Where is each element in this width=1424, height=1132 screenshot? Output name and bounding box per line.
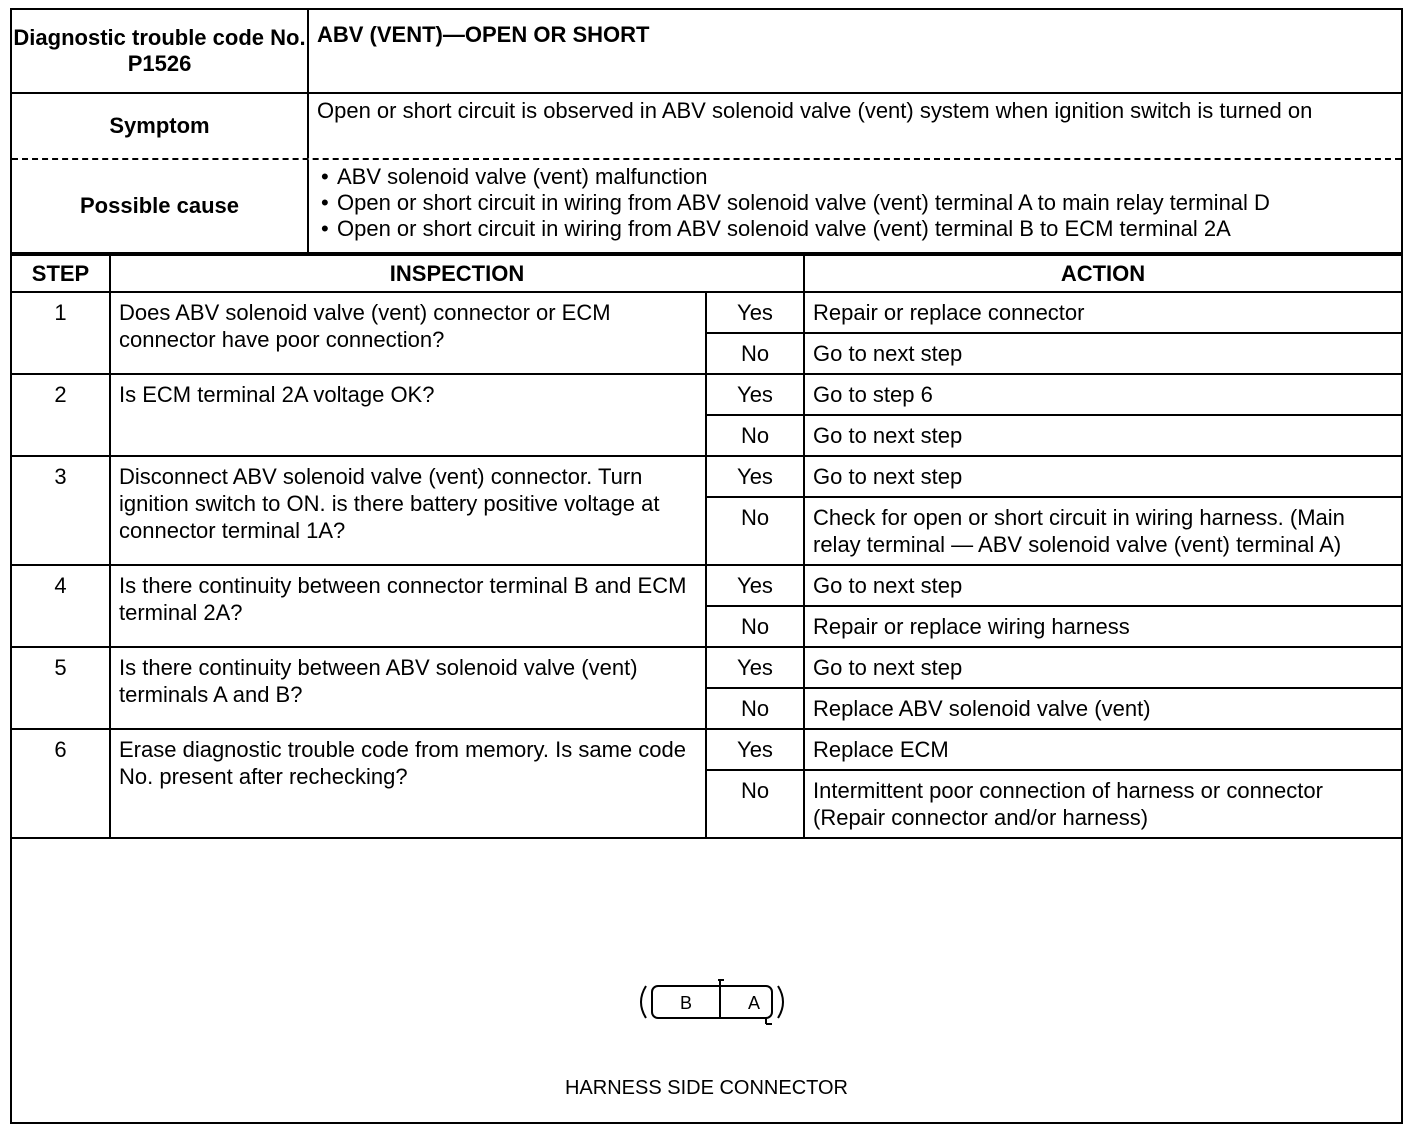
table-row xyxy=(12,292,1401,333)
inspection-text: Is there continuity between ABV solenoid valve (vent) terminals A and B? xyxy=(110,647,706,729)
inspection-table xyxy=(12,254,1401,839)
yes-label: Yes xyxy=(706,647,804,688)
yes-label: Yes xyxy=(706,292,804,333)
yes-label: Yes xyxy=(706,729,804,770)
yes-action: Go to step 6 xyxy=(804,374,1401,415)
possible-cause-label: Possible cause xyxy=(12,160,309,252)
diagnostic-sheet xyxy=(10,8,1403,1124)
step-number: 6 xyxy=(12,729,110,838)
cause-item: • Open or short circuit in wiring from ABV solenoid valve (vent) terminal A to main relay terminal D xyxy=(317,190,1393,216)
inspection-text: Erase diagnostic trouble code from memory. Is same code No. present after rechecking? xyxy=(110,729,706,838)
terminal-a-label: A xyxy=(747,993,761,1013)
yes-action: Replace ECM xyxy=(804,729,1401,770)
dtc-title: ABV (VENT)—OPEN OR SHORT xyxy=(317,22,650,47)
cause-item: • ABV solenoid valve (vent) malfunction xyxy=(317,164,1393,190)
symptom-row xyxy=(12,94,1401,158)
inspection-text: Is there continuity between connector terminal B and ECM terminal 2A? xyxy=(110,565,706,647)
yes-action: Go to next step xyxy=(804,456,1401,497)
no-action: Replace ABV solenoid valve (vent) xyxy=(804,688,1401,729)
dtc-label: Diagnostic trouble code No. P1526 xyxy=(12,10,309,92)
no-action: Check for open or short circuit in wiring harness. (Main relay terminal — ABV solenoid valve (vent) terminal A) xyxy=(804,497,1401,565)
no-label: No xyxy=(706,415,804,456)
yes-action: Repair or replace connector xyxy=(804,292,1401,333)
possible-cause-row xyxy=(12,160,1401,252)
table-row xyxy=(12,647,1401,688)
yes-label: Yes xyxy=(706,456,804,497)
symptom-text: Open or short circuit is observed in ABV solenoid valve (vent) system when ignition switch is turned on xyxy=(317,98,1313,123)
symptom-label: Symptom xyxy=(12,94,309,158)
col-action: ACTION xyxy=(804,255,1401,292)
yes-label: Yes xyxy=(706,374,804,415)
inspection-text: Disconnect ABV solenoid valve (vent) connector. Turn ignition switch to ON. is there battery positive voltage at connector terminal 1A? xyxy=(110,456,706,565)
no-label: No xyxy=(706,688,804,729)
no-label: No xyxy=(706,333,804,374)
col-inspection: INSPECTION xyxy=(110,255,804,292)
dtc-row xyxy=(12,10,1401,92)
table-row xyxy=(12,456,1401,497)
table-row xyxy=(12,729,1401,770)
inspection-text: Is ECM terminal 2A voltage OK? xyxy=(110,374,706,456)
inspection-text: Does ABV solenoid valve (vent) connector or ECM connector have poor connection? xyxy=(110,292,706,374)
no-label: No xyxy=(706,606,804,647)
no-label: No xyxy=(706,497,804,565)
yes-label: Yes xyxy=(706,565,804,606)
figure-caption: HARNESS SIDE CONNECTOR xyxy=(564,1077,848,1099)
table-header xyxy=(12,255,1401,292)
step-number: 2 xyxy=(12,374,110,456)
yes-action: Go to next step xyxy=(804,565,1401,606)
col-step: STEP xyxy=(12,255,110,292)
possible-cause-list xyxy=(309,160,1401,252)
step-number: 3 xyxy=(12,456,110,565)
table-row xyxy=(12,374,1401,415)
yes-action: Go to next step xyxy=(804,647,1401,688)
no-action: Go to next step xyxy=(804,333,1401,374)
no-label: No xyxy=(706,770,804,838)
cause-item: • Open or short circuit in wiring from ABV solenoid valve (vent) terminal B to ECM terminal 2A xyxy=(317,216,1393,242)
table-row xyxy=(12,565,1401,606)
step-number: 5 xyxy=(12,647,110,729)
no-action: Repair or replace wiring harness xyxy=(804,606,1401,647)
step-number: 1 xyxy=(12,292,110,374)
no-action: Go to next step xyxy=(804,415,1401,456)
harness-connector-icon xyxy=(632,972,792,1032)
connector-figure xyxy=(12,872,1401,1122)
step-number: 4 xyxy=(12,565,110,647)
terminal-b-label: B xyxy=(679,993,693,1013)
no-action: Intermittent poor connection of harness or connector (Repair connector and/or harness) xyxy=(804,770,1401,838)
